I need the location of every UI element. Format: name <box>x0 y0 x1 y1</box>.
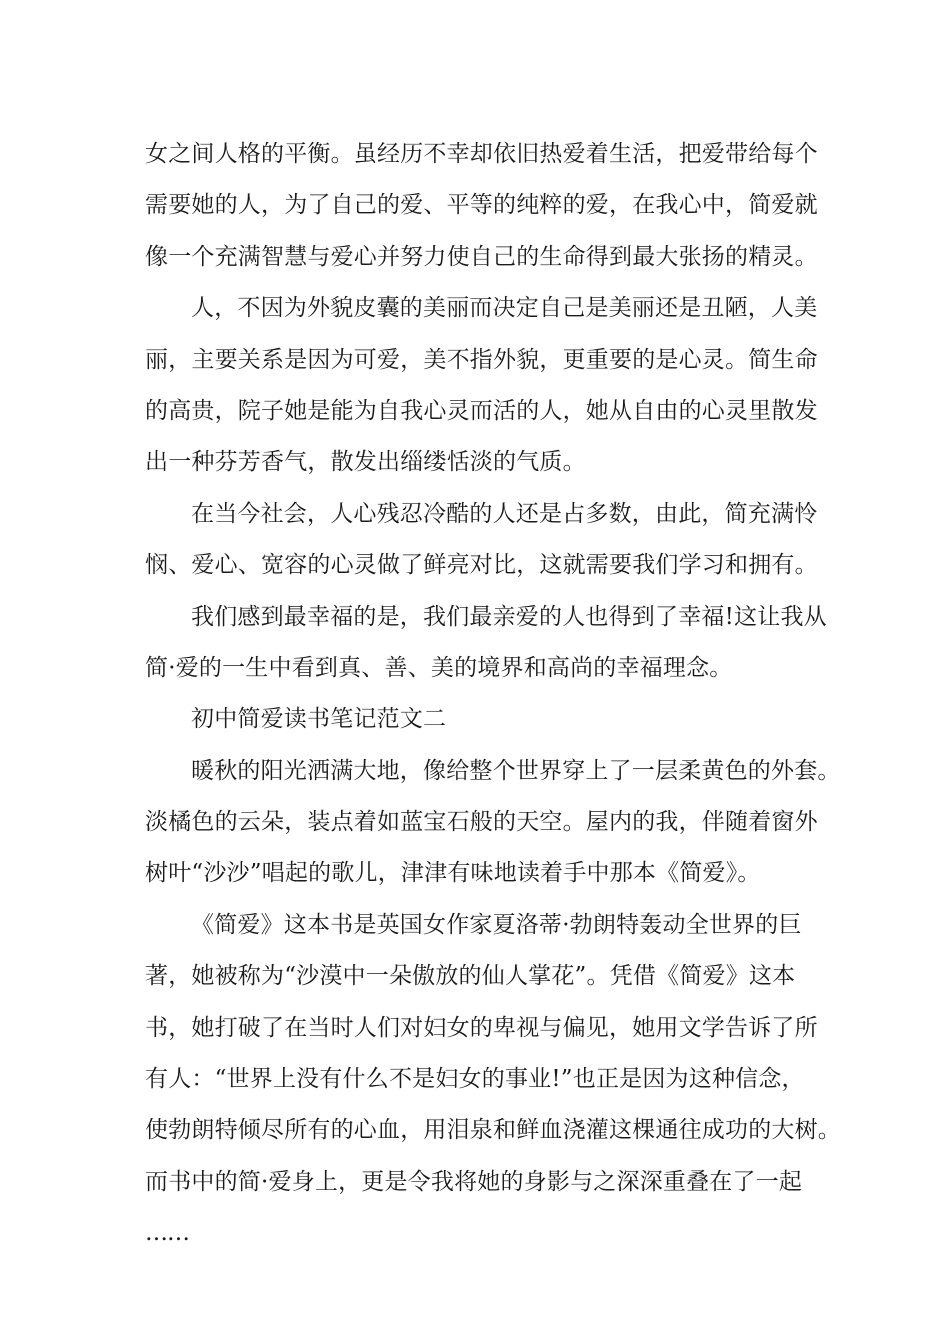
text-line: 有人：“世界上没有什么不是妇女的事业!”也正是因为这种信念， <box>145 1066 805 1093</box>
text-line: 书，她打破了在当时人们对妇女的卑视与偏见，她用文学告诉了所 <box>145 1014 818 1041</box>
text-line: 著，她被称为“沙漠中一朵傲放的仙人掌花”。凭借《简爱》这本 <box>145 963 796 990</box>
text-line: 出一种芬芳香气，散发出缁缕恬淡的气质。 <box>145 449 586 476</box>
text-line: 使勃朗特倾尽所有的心血，用泪泉和鲜血浇灌这棵通往成功的大树。 <box>145 1117 841 1144</box>
text-line: 丽，主要关系是因为可爱，美不指外貌，更重要的是心灵。简生命 <box>145 346 818 373</box>
text-line: 树叶“沙沙”唱起的歌儿，津津有味地读着手中那本《简爱》。 <box>145 860 761 887</box>
section-heading: 初中简爱读书笔记范文二 <box>191 706 447 733</box>
text-line: 女之间人格的平衡。虽经历不幸却依旧热爱着生活，把爱带给每个 <box>145 141 818 167</box>
text-line: 在当今社会，人心残忍冷酷的人还是占多数，由此，简充满怜 <box>191 500 818 527</box>
ellipsis-line: …… <box>145 1220 189 1247</box>
text-line: 的高贵，院子她是能为自我心灵而活的人，她从自由的心灵里散发 <box>145 397 818 424</box>
text-line: 悯、爱心、宽容的心灵做了鲜亮对比，这就需要我们学习和拥有。 <box>145 552 818 579</box>
text-line: 需要她的人，为了自己的爱、平等的纯粹的爱，在我心中，简爱就 <box>145 192 818 219</box>
text-line: 暖秋的阳光洒满大地，像给整个世界穿上了一层柔黄色的外套。 <box>191 757 841 784</box>
text-line: 简·爱的一生中看到真、善、美的境界和高尚的幸福理念。 <box>145 654 733 681</box>
text-line: 人，不因为外貌皮囊的美丽而决定自己是美丽还是丑陋，人美 <box>191 295 818 322</box>
text-line: 像一个充满智慧与爱心并努力使自己的生命得到最大张扬的精灵。 <box>145 243 818 270</box>
text-line: 淡橘色的云朵，装点着如蓝宝石般的天空。屋内的我，伴随着窗外 <box>145 809 818 836</box>
text-line: 而书中的简·爱身上，更是令我将她的身影与之深深重叠在了一起 <box>145 1168 803 1195</box>
text-line: 我们感到最幸福的是，我们最亲爱的人也得到了幸福!这让我从 <box>191 603 827 630</box>
text-line: 《简爱》这本书是英国女作家夏洛蒂·勃朗特轰动全世界的巨 <box>191 911 802 938</box>
document-body <box>145 129 841 1260</box>
